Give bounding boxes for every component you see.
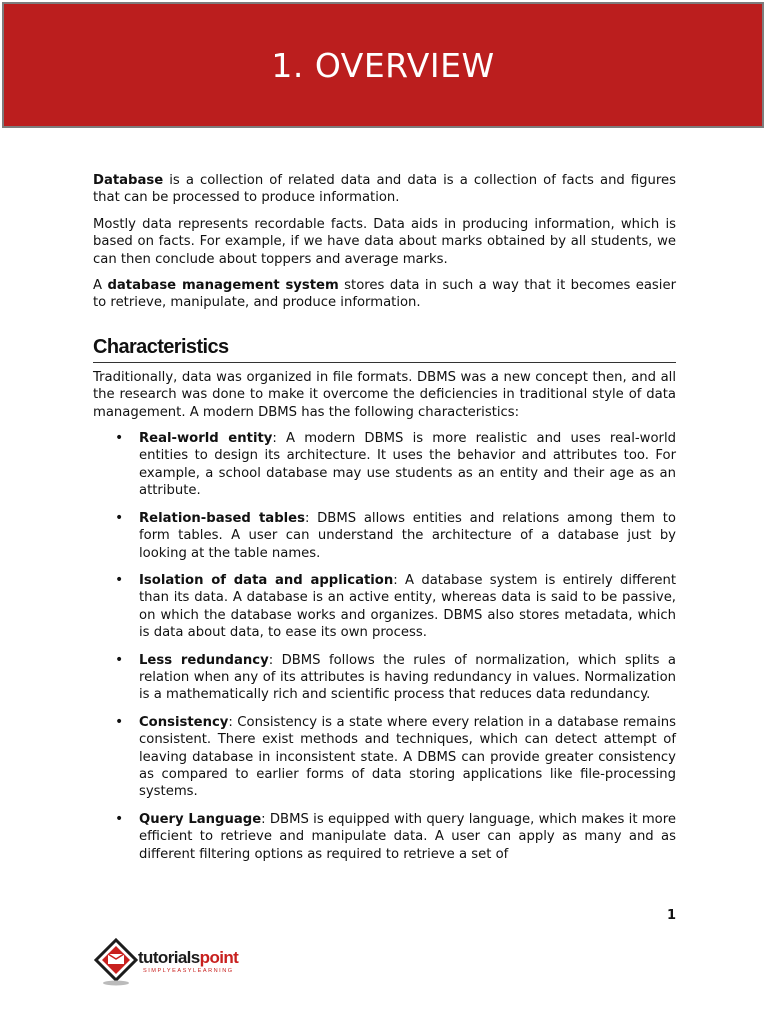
list-item-text: : A database system is entirely different than its data. A database is an active entity, whereas data is said to be passive, on which the database works and organizes. DBMS also stores metadata, which is data about data, to ease its own process. <box>139 572 676 641</box>
list-item-term: Consistency <box>139 714 229 730</box>
list-item-term: Query Language <box>139 811 262 827</box>
list-item-text: : A modern DBMS is more realistic and uses real-world entities to design its architecture. It uses the behavior and attributes too. For example, a school database may use students as an entity and their age as an attribute. <box>139 431 676 499</box>
intro-paragraph-2: Mostly data represents recordable facts. Data aids in producing information, which is based on facts. For example, if we have data about marks obtained by all students, we can then conclude about toppers and average marks. <box>93 216 676 267</box>
page-number: 1 <box>666 908 676 923</box>
chapter-title: 1. OVERVIEW <box>271 45 495 85</box>
list-item-text: : DBMS is equipped with query language, which makes it more efficient to retrieve and manipulate data. A user can apply as many and as different filtering options as required to retrieve a set of <box>139 811 676 862</box>
bullet-icon: • <box>115 810 124 827</box>
page-content <box>93 172 676 873</box>
list-item-text: : DBMS allows entities and relations among them to form tables. A user can understand the architecture of a database just by looking at the table names. <box>139 510 676 561</box>
list-item-term: Real-world entity <box>139 431 273 447</box>
bullet-icon: • <box>115 651 124 668</box>
list-item <box>93 811 676 863</box>
intro-paragraph-3 <box>93 277 676 312</box>
list-item <box>93 510 676 562</box>
intro-paragraph-1 <box>93 172 676 207</box>
section-heading-characteristics: Characteristics <box>93 334 676 363</box>
list-item-term: Isolation of data and application <box>139 572 394 588</box>
tutorialspoint-logo <box>94 936 274 988</box>
bullet-icon: • <box>115 713 124 730</box>
logo-text <box>138 948 238 968</box>
logo-tagline: SIMPLYEASYLEARNING <box>143 968 234 974</box>
characteristics-intro: Traditionally, data was organized in file formats. DBMS was a new concept then, and all the research was done to make it overcome the deficiencies in traditional style of data management. A modern DBMS has the following characteristics: <box>93 369 676 420</box>
list-item <box>93 714 676 801</box>
list-item <box>93 430 676 500</box>
characteristics-list <box>93 430 676 863</box>
logo-diamond-icon <box>94 936 140 988</box>
list-item-term: Less redundancy <box>139 652 269 668</box>
term-database: Database <box>93 173 164 188</box>
list-item-text: : DBMS follows the rules of normalization, which splits a relation when any of its attributes is having redundancy in values. Normalization is a mathematically rich and scientific process that reduces data redundancy. <box>139 652 676 703</box>
intro-paragraph-1-text: is a collection of related data and data is a collection of facts and figures that can be processed to produce information. <box>93 173 676 206</box>
logo-text-accent: point <box>199 948 239 967</box>
term-dbms: database management system <box>107 278 339 294</box>
bullet-icon: • <box>115 509 124 526</box>
intro-paragraph-3-prefix: A <box>93 278 108 294</box>
logo-text-main: tutorials <box>138 948 200 967</box>
chapter-banner <box>2 2 764 128</box>
bullet-icon: • <box>115 571 124 588</box>
list-item-text: : Consistency is a state where every relation in a database remains consistent. There exist methods and techniques, which can detect attempt of leaving database in inconsistent state. A DBMS can provide greater consistency as compared to earlier forms of data storing applications like file-processing systems. <box>139 714 676 800</box>
list-item <box>93 652 676 704</box>
list-item-term: Relation-based tables <box>139 510 305 526</box>
intro-paragraph-3-text: stores data in such a way that it becomes easier to retrieve, manipulate, and produce information. <box>93 278 676 311</box>
bullet-icon: • <box>115 430 124 447</box>
list-item <box>93 572 676 642</box>
